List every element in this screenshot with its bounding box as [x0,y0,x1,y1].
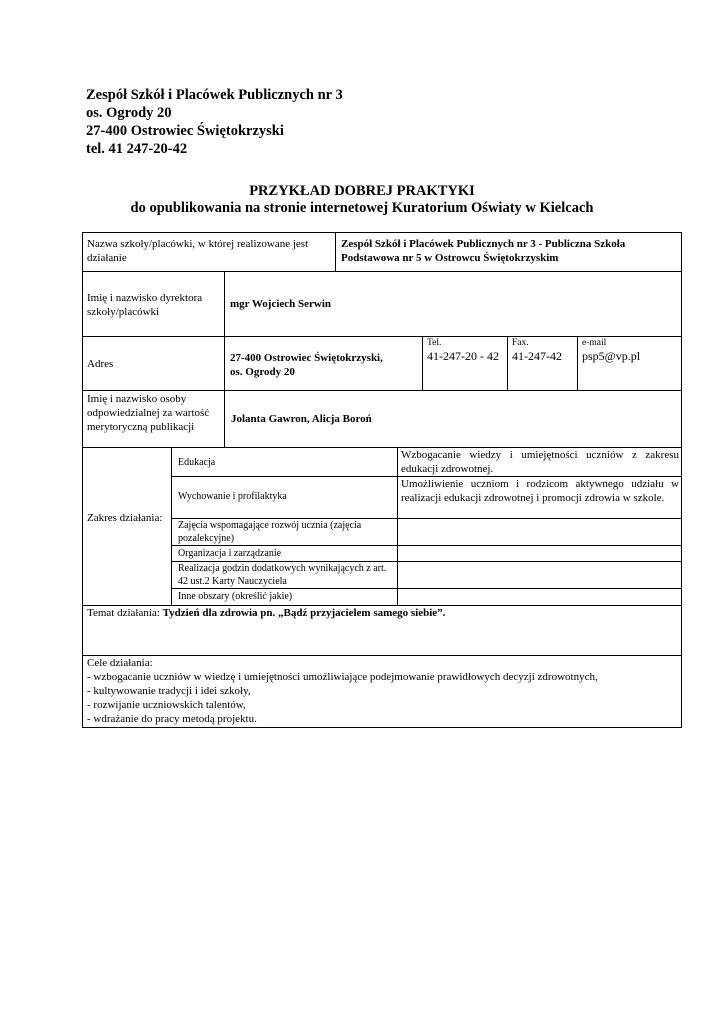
row-address [82,336,682,391]
scope-item-name: Inne obszary (określić jakie) [178,591,293,602]
scope-item-name: Realizacja godzin dodatkowych wynikających z art. 42 ust.2 Karty Nauczyciela [178,563,387,587]
row-director [82,271,682,337]
scope-item-name: Wychowanie i profilaktyka [178,491,287,502]
goals [87,656,681,726]
document-title: PRZYKŁAD DOBREJ PRAKTYKI [249,183,475,199]
goal-item: - kultywowanie tradycji i idei szkoły, [87,685,251,697]
row-school [82,232,682,272]
school-label: Nazwa szkoły/placówki, w której realizowane jest działanie [87,238,309,264]
address-line-2: os. Ogrody 20 [230,366,295,378]
row-goals [82,655,682,728]
tel-value: 41-247-20 - 42 [427,349,499,363]
header-phone: tel. 41 247-20-42 [86,141,188,157]
scope-item-desc: Umożliwienie uczniom i rodzicom aktywnego udziału w realizacji edukacji zdrowotnej i promocji zdrowia w szkole. [401,478,679,504]
scope-item-desc: Wzbogacanie wiedzy i umiejętności uczniów z zakresu edukacji zdrowotnej. [401,449,679,475]
address-line-1: 27-400 Ostrowiec Świętokrzyski, [230,352,383,364]
header-street: os. Ogrody 20 [86,105,172,121]
responsible-label: Imię i nazwisko osoby odpowiedzialnej za wartość merytoryczną publikacji [87,393,210,433]
goal-item: - wzbogacanie uczniów w wiedzę i umiejętności umożliwiające podejmowanie prawidłowych decyzji zdrowotnych, [87,671,598,683]
address-value [230,351,420,379]
goal-item: - rozwijanie uczniowskich talentów, [87,699,246,711]
responsible-value: Jolanta Gawron, Alicja Boroń [231,413,372,425]
scope-item-name: Edukacja [178,457,216,468]
goal-item: - wdrażanie do pracy metodą projektu. [87,713,257,725]
header-city: 27-400 Ostrowiec Świętokrzyski [86,123,284,139]
topic [87,606,677,620]
school-header [86,86,343,158]
goals-label: Cele działania: [87,657,153,669]
topic-value: Tydzień dla zdrowia pn. „Bądź przyjacielem samego siebie”. [162,607,446,619]
scope-item-name: Zajęcia wspomagające rozwój ucznia (zajęcia pozalekcyjne) [178,520,362,544]
scope-label: Zakres działania: [87,512,163,524]
director-value: mgr Wojciech Serwin [230,298,332,310]
email-value: psp5@vp.pl [582,349,641,363]
row-topic [82,605,682,656]
address-label: Adres [87,358,114,370]
director-label: Imię i nazwisko dyrektora szkoły/placówki [87,292,203,318]
topic-label: Temat działania: [87,607,163,619]
tel-label: Tel. [427,338,442,348]
document-subtitle: do opublikowania na stronie internetowej Kuratorium Oświaty w Kielcach [130,200,594,216]
scope-item-name: Organizacja i zarządzanie [178,548,282,559]
fax-label: Fax. [512,338,529,348]
row-scope [82,447,682,606]
header-school-name: Zespół Szkół i Placówek Publicznych nr 3 [86,87,343,103]
school-value: Zespół Szkół i Placówek Publicznych nr 3 - Publiczna Szkoła Podstawowa nr 5 w Ostrowcu Świętokrzyskim [341,238,626,264]
email-label: e-mail [582,338,607,348]
row-responsible [82,390,682,448]
fax-value: 41-247-42 [512,349,562,363]
